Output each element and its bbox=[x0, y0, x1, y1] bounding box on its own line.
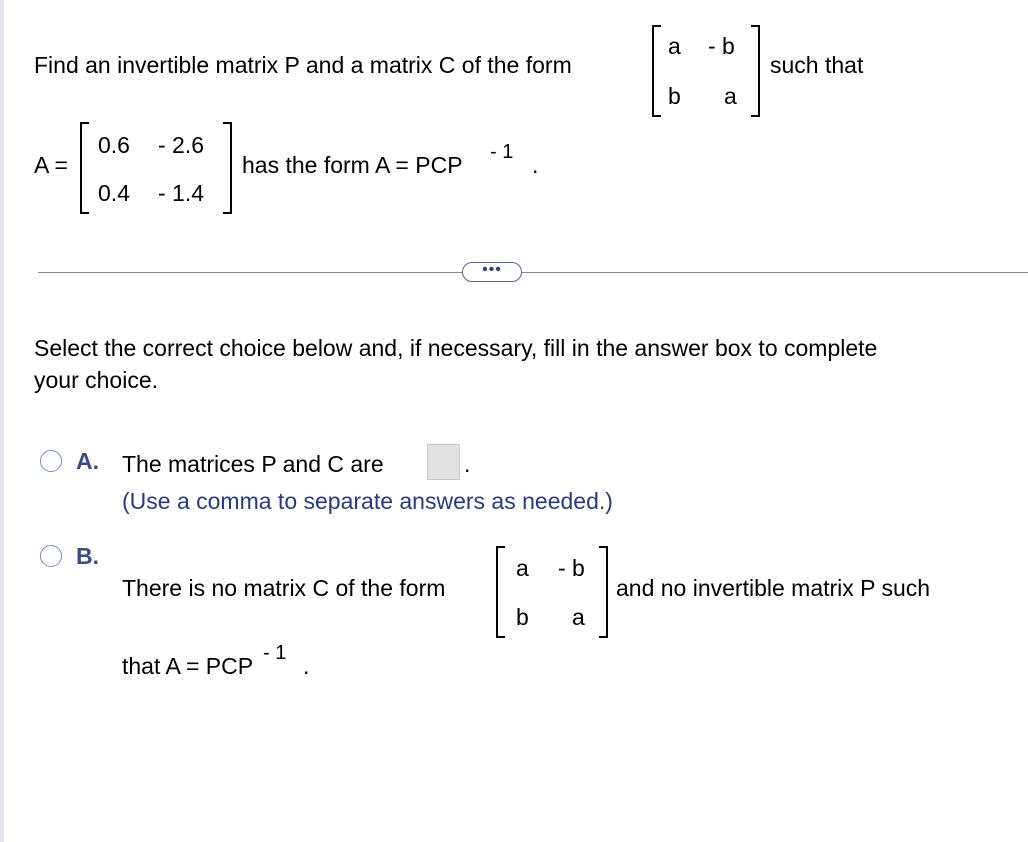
choice-b-form-matrix bbox=[496, 546, 608, 638]
choice-a-letter: A. bbox=[76, 448, 99, 474]
instruction-line-1: Select the correct choice below and, if necessary, fill in the answer box to complete bbox=[34, 335, 878, 361]
such-that-text: such that bbox=[770, 52, 864, 78]
choice-a-hint: (Use a comma to separate answers as needed.) bbox=[122, 488, 613, 514]
choice-b-matrix-cell-21: b bbox=[516, 604, 529, 630]
matrix-a-label: A = bbox=[34, 152, 68, 178]
choice-a-period: . bbox=[464, 451, 471, 477]
left-edge-bar bbox=[0, 0, 4, 842]
show-more-button[interactable]: ••• bbox=[462, 262, 522, 282]
question-intro-text: Find an invertible matrix P and a matrix C of the form bbox=[34, 52, 572, 78]
matrix-a-cell-12: - 2.6 bbox=[158, 132, 205, 158]
matrix-left-bracket bbox=[496, 546, 505, 638]
divider-line bbox=[38, 272, 1028, 273]
form-matrix-cell-21: b bbox=[668, 83, 681, 109]
matrix-a bbox=[80, 122, 232, 214]
choice-b-period: . bbox=[303, 653, 310, 679]
choice-b-radio[interactable] bbox=[40, 545, 62, 567]
form-matrix-cell-11: a bbox=[668, 33, 681, 59]
matrix-left-bracket bbox=[80, 122, 89, 214]
choice-b-matrix-cell-12: - b bbox=[558, 555, 585, 581]
choice-b-text-before: There is no matrix C of the form bbox=[122, 575, 446, 601]
matrix-right-bracket bbox=[751, 25, 760, 117]
choice-b-matrix-cell-22: a bbox=[572, 604, 585, 630]
inverse-exponent: - 1 bbox=[490, 141, 514, 163]
matrix-a-cell-11: 0.6 bbox=[98, 132, 130, 158]
choice-b-matrix-cell-11: a bbox=[516, 555, 529, 581]
matrix-right-bracket bbox=[223, 122, 232, 214]
matrix-a-cell-22: - 1.4 bbox=[158, 180, 205, 206]
matrix-left-bracket bbox=[652, 25, 661, 117]
instruction-line-2: your choice. bbox=[34, 367, 159, 393]
matrix-right-bracket bbox=[599, 546, 608, 638]
matrix-a-cell-21: 0.4 bbox=[98, 180, 130, 206]
has-form-text: has the form A = PCP bbox=[242, 152, 463, 178]
choice-b-line-2: that A = PCP bbox=[122, 653, 254, 679]
choice-a-radio[interactable] bbox=[40, 450, 62, 472]
choice-b-letter: B. bbox=[76, 543, 99, 569]
form-matrix-cell-22: a bbox=[724, 83, 737, 109]
form-matrix-cell-12: - b bbox=[708, 33, 735, 59]
answer-input-box[interactable] bbox=[427, 444, 460, 480]
form-matrix bbox=[652, 25, 760, 117]
choice-b-text-after: and no invertible matrix P such bbox=[616, 575, 931, 601]
choice-a-text: The matrices P and C are bbox=[122, 451, 384, 477]
question-period: . bbox=[532, 152, 539, 178]
choice-b-inverse-exponent: - 1 bbox=[263, 642, 287, 664]
